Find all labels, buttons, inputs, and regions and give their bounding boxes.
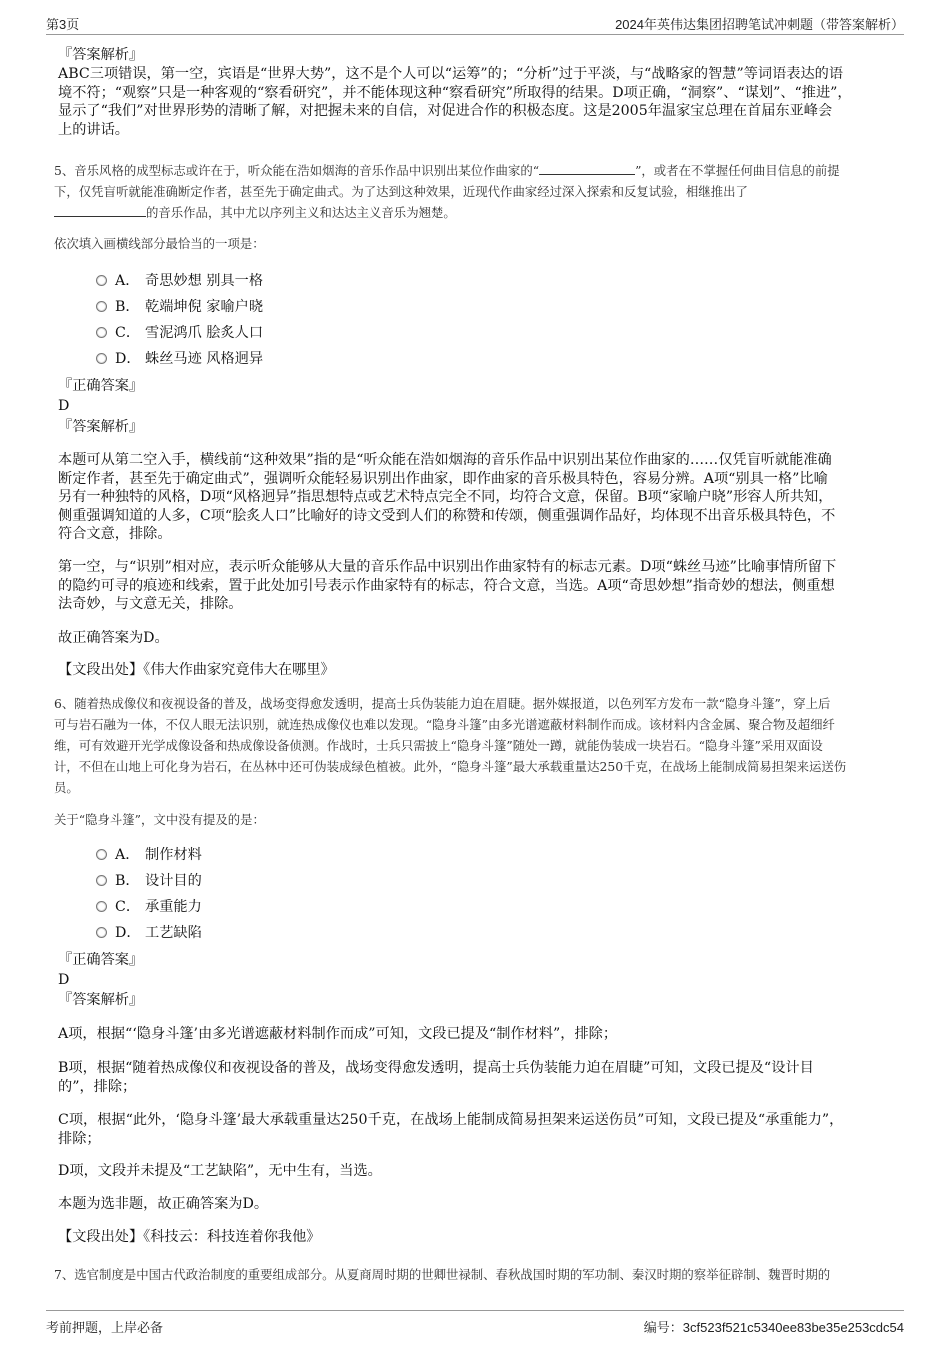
q6-prompt: 关于“隐身斗篷”，文中没有提及的是： — [54, 812, 265, 827]
text-line: B项，根据“随着热成像仪和夜视设备的普及，战场变得愈发透明，提高士兵伪装能力迫在眉睫”可知，文段已提及“设计目 — [58, 1060, 814, 1076]
text-line: 本题可从第二空入手，横线前“这种效果”指的是“听众能在浩如烟海的音乐作品中识别出某位作曲家的……仅凭盲听就能准确 — [58, 452, 832, 468]
radio-icon[interactable] — [96, 275, 107, 286]
text-line: 计，不但在山地上可化身为岩石，在丛林中还可伪装成绿色植被。此外，“隐身斗篷”最大承载重量达250千克，在战场上能制成简易担架来运送伤 — [54, 759, 847, 774]
q6-analysis-c — [58, 1111, 894, 1148]
text-line: 断定作者，甚至先于确定曲式”，强调听众能轻易识别出作曲家，即作曲家的音乐极具特色，容易分辨。A项“别具一格”比喻 — [58, 470, 828, 487]
q6-option-b[interactable] — [96, 871, 202, 891]
q5-option-a[interactable] — [96, 271, 263, 291]
radio-icon[interactable] — [96, 875, 107, 886]
q5-answer-label: 『正确答案』 — [58, 378, 144, 394]
q6-analysis-d: D项，文段并未提及“工艺缺陷”，无中生有，当选。 — [58, 1163, 382, 1179]
q5-line3: 的音乐作品，其中尤以序列主义和达达主义音乐为翘楚。 — [146, 205, 456, 220]
question-5-stem — [54, 160, 900, 223]
option-letter: B． — [115, 873, 140, 889]
q6-answer: D — [58, 972, 70, 988]
text-line: C项，根据“此外，‘隐身斗篷’最大承载重量达250千克，在战场上能制成简易担架来运送伤员”可知，文段已提及“承重能力”， — [58, 1112, 844, 1128]
text-line: 6、随着热成像仪和夜视设备的普及，战场变得愈发透明，提高士兵伪装能力迫在眉睫。据外媒报道，以色列军方发布一款“隐身斗篷”，穿上后 — [54, 696, 831, 711]
q6-answer-label: 『正确答案』 — [58, 952, 144, 968]
text-line: ABC三项错误，第一空，宾语是“世界大势”，这不是个人可以“运筹”的；“分析”过于平淡，与“战略家的智慧”等词语表达的语 — [58, 66, 844, 82]
option-letter: D． — [115, 925, 141, 941]
option-text: 工艺缺陷 — [145, 925, 202, 941]
option-text: 设计目的 — [145, 873, 202, 889]
radio-icon[interactable] — [96, 849, 107, 860]
text-line: 境不符；“观察”只是一种客观的“察看研究”，并不能体现这种“察看研究”所取得的结果。D项正确，“洞察”、“谋划”、“推进”， — [58, 84, 852, 101]
text-line: 法奇妙，与文意无关，排除。 — [58, 596, 243, 612]
option-text: 乾端坤倪 家喻户晓 — [145, 299, 264, 315]
q6-conclusion: 本题为选非题，故正确答案为D。 — [58, 1196, 269, 1212]
q5-option-b[interactable] — [96, 297, 263, 317]
radio-icon[interactable] — [96, 301, 107, 312]
option-letter: D． — [115, 351, 141, 367]
q5-option-c[interactable] — [96, 323, 263, 343]
radio-icon[interactable] — [96, 901, 107, 912]
option-letter: C． — [115, 325, 141, 341]
text-line: 符合文意，排除。 — [58, 526, 172, 542]
q5-answer: D — [58, 398, 70, 414]
text-line: 的隐约可寻的痕迹和线索，置于此处加引号表示作曲家特有的标志，符合文意，当选。A项“奇思妙想”指奇妙的想法，侧重想 — [58, 577, 835, 594]
option-letter: A． — [115, 847, 140, 863]
radio-icon[interactable] — [96, 327, 107, 338]
top-analysis-label: 『答案解析』 — [58, 47, 144, 63]
option-text: 蛛丝马迹 风格迥异 — [145, 351, 264, 367]
q5-analysis-p1 — [58, 451, 894, 544]
q5-option-d[interactable] — [96, 349, 263, 369]
top-analysis-text — [58, 65, 894, 139]
page-footer — [46, 1310, 904, 1345]
text-line: 第一空，与“识别”相对应，表示听众能够从大量的音乐作品中识别出作曲家特有的标志元素。D项“蛛丝马迹”比喻事情所留下 — [58, 559, 837, 575]
text-line: 可与岩石融为一体，不仅人眼无法识别，就连热成像仪也难以发现。“隐身斗篷”由多光谱遮蔽材料制作而成。该材料内含金属、聚合物及超细纤 — [54, 717, 835, 732]
text-line: 维，可有效避开光学成像设备和热成像设备侦测。作战时，士兵只需披上“隐身斗篷”随处一蹲，就能伪装成一块岩石。“隐身斗篷”采用双面设 — [54, 738, 823, 753]
page-header — [46, 0, 904, 35]
text-line: 另有一种独特的风格，D项“风格迥异”指思想特点或艺术特点完全不同，均符合文意，保留。B项“家喻户晓”形容人所共知， — [58, 489, 833, 505]
fill-blank-2 — [54, 205, 146, 217]
text-line: 员。 — [54, 780, 79, 795]
q6-option-c[interactable] — [96, 897, 202, 917]
q5-analysis-label: 『答案解析』 — [58, 419, 144, 435]
option-letter: B． — [115, 299, 140, 315]
q6-analysis-b — [58, 1059, 894, 1096]
page-number: 第3页 — [46, 17, 80, 32]
option-text: 奇思妙想 别具一格 — [145, 273, 264, 289]
radio-icon[interactable] — [96, 927, 107, 938]
text-line: 排除； — [58, 1130, 101, 1147]
option-text: 制作材料 — [145, 847, 202, 863]
footer-slogan: 考前押题，上岸必备 — [46, 1320, 164, 1335]
document-title: 2024年英伟达集团招聘笔试冲刺题（带答案解析） — [615, 17, 904, 32]
q6-source: 【文段出处】《科技云：科技连着你我他》 — [58, 1229, 321, 1245]
q5-analysis-p2 — [58, 558, 894, 614]
q5-line2: 下，仅凭盲听就能准确断定作者，甚至先于确定曲式。为了达到这种效果，近现代作曲家经过深入探索和反复试验，相继推出了 — [54, 184, 748, 199]
q5-conclusion: 故正确答案为D。 — [58, 630, 169, 646]
option-letter: C． — [115, 899, 141, 915]
document-id: 编号：3cf523f521c5340ee83be35e253cdc54 — [643, 1320, 904, 1335]
radio-icon[interactable] — [96, 353, 107, 364]
question-6-stem — [54, 693, 900, 798]
q6-option-d[interactable] — [96, 923, 202, 943]
q6-option-a[interactable] — [96, 845, 202, 865]
q5-source: 【文段出处】《伟大作曲家究竟伟大在哪里》 — [58, 662, 335, 678]
q6-analysis-a: A项，根据“‘隐身斗篷’由多光谱遮蔽材料制作而成”可知，文段已提及“制作材料”，排除； — [58, 1026, 618, 1042]
q6-analysis-label: 『答案解析』 — [58, 992, 144, 1008]
text-line: 显示了“我们”对世界形势的清晰了解，对把握未来的自信，对促进合作的积极态度。这是2005年温家宝总理在首届东亚峰会 — [58, 103, 833, 119]
q5-line1a: 5、音乐风格的成型标志或许在于，听众能在浩如烟海的音乐作品中识别出某位作曲家的“ — [54, 163, 540, 178]
text-line: 的”，排除； — [58, 1078, 137, 1095]
q5-prompt: 依次填入画横线部分最恰当的一项是： — [54, 236, 265, 251]
option-letter: A． — [115, 273, 140, 289]
fill-blank-1 — [539, 163, 635, 175]
option-text: 雪泥鸿爪 脍炙人口 — [145, 325, 264, 341]
question-7-stem: 7、选官制度是中国古代政治制度的重要组成部分。从夏商周时期的世卿世禄制、春秋战国时期的军功制、秦汉时期的察举征辟制、魏晋时期的 — [54, 1267, 831, 1282]
q5-line1b: ”，或者在不掌握任何曲目信息的前提 — [635, 163, 840, 178]
text-line: 上的讲话。 — [58, 121, 129, 138]
text-line: 侧重强调知道的人多，C项“脍炙人口”比喻好的诗文受到人们的称赞和传颂，侧重强调作品好，均体现不出音乐极具特色，不 — [58, 507, 836, 524]
option-text: 承重能力 — [145, 899, 202, 915]
